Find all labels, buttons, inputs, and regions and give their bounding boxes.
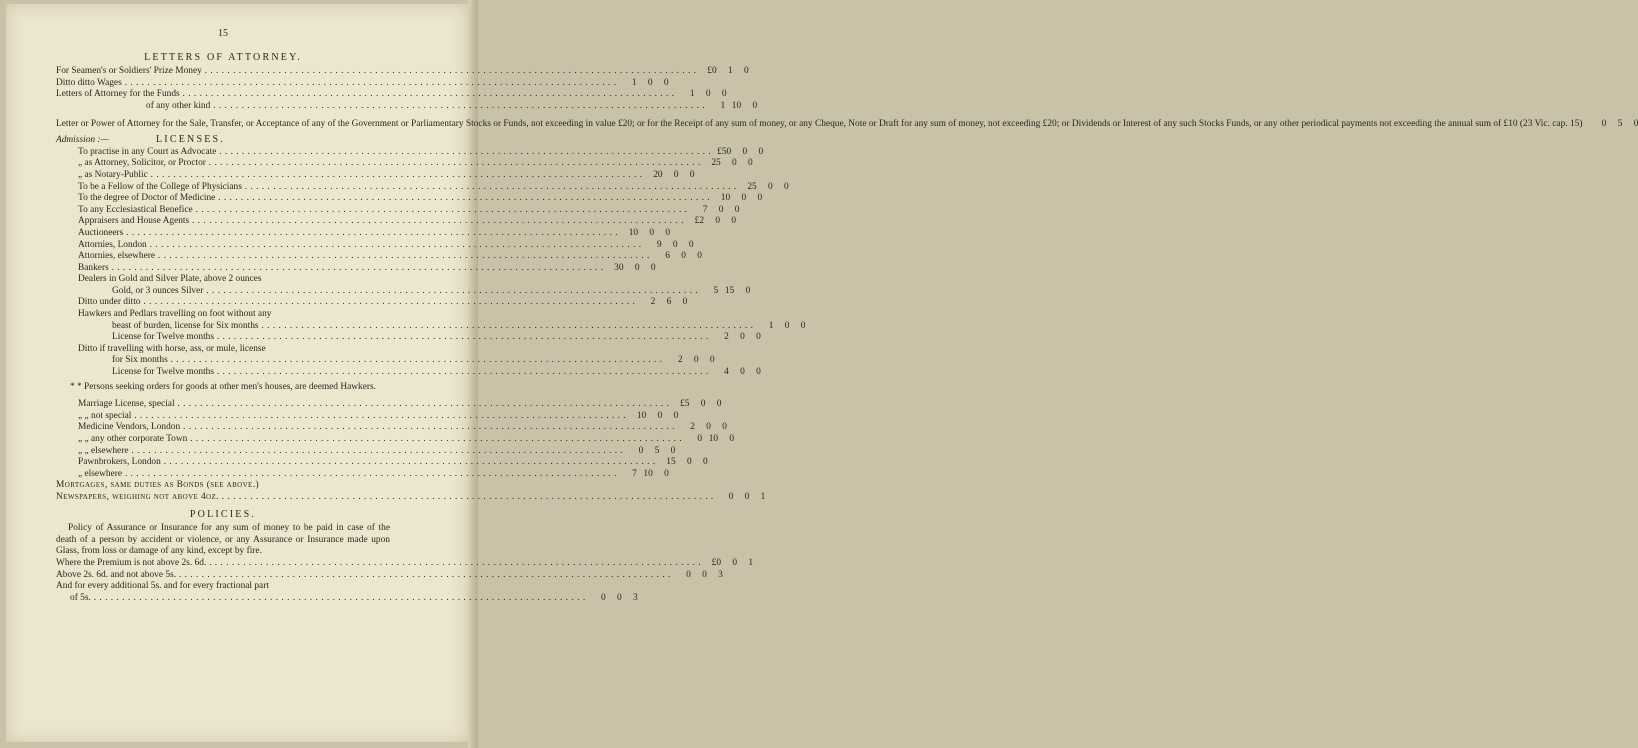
license-row-amount: 25 0 0 [747,181,789,192]
license-row-amount: 10 0 0 [628,227,671,238]
letters-paragraph: Letter or Power of Attorney for the Sale, Transfer, or Acceptance of any of the Government or Parliamentary Stocks or Funds, not exceeding in value £20; or for the Receipt of any sum of money, or any Cheque, Note or Draft for any sum of money, not exceeding £20; or Dividends or Interest of any such Stocks Funds, or any other periodical payments not exceeding the annual sum of £10 (23 Vic. cap. 15) [56,118,1583,129]
policy-row-label: Above 2s. 6d. and not above 5s. . . . [56,570,671,582]
license-row-amount: 10 0 0 [636,410,679,421]
license-row [56,158,753,170]
license-row-label: „ elsewhere . . . [78,469,617,481]
license-row-amount: 7 10 0 [632,468,669,479]
policy-row [56,557,754,570]
license-row-amount: 6 0 0 [665,251,702,262]
ditto-under-row: Ditto under ditto . . . 2 6 0 [56,297,390,309]
license-row [56,239,694,252]
horse-line-3: License for Twelve months . . . 4 0 0 [56,367,390,379]
license-row-amount: 30 0 0 [614,262,656,273]
policies-heading: POLICIES. [189,508,257,520]
newspapers-row: Newspapers, weighing not above 4oz. . . . 0 0 1 [56,492,390,504]
license-row-label: Appraisers and House Agents . . . [78,216,684,228]
policy-row-amount: 0 0 3 [686,569,723,580]
license-row [56,216,736,228]
admission-label: Admission :— [56,135,109,146]
license-row-label: Marriage License, special . . . [78,399,669,411]
letters-row-label: For Seamen's or Soldiers' Prize Money . . . [56,66,697,78]
letters-paragraph-row [56,118,1638,131]
license-row-amount: 15 0 0 [666,457,708,468]
policies-paragraph: Policy of Assurance or Insurance for any sum of money to be paid in case of the death of a person by accident or violence, or any Assurance or Insurance made upon Glass, from loss or damage of any kind, except by fire. [56,523,390,557]
license-row [56,169,695,182]
license-row-amount: £5 0 0 [680,399,722,410]
hawkers-line-3: License for Twelve months . . . 2 0 0 [56,332,390,344]
letters-row-label: of any other kind . . . [146,101,705,113]
license-row [56,457,708,469]
mortgages-line: Mortgages, same duties as Bonds (see above.) [56,480,259,491]
license-row [56,422,727,434]
license-row [56,227,671,240]
license-row-label: Attornies, elsewhere . . . [78,251,650,263]
letters-row-amount: £0 1 0 [707,66,749,77]
license-row [56,146,764,159]
letters-heading: LETTERS OF ATTORNEY. [144,51,302,63]
letters-rows [56,66,758,112]
license-row-amount: £2 0 0 [694,216,736,227]
letters-row-label: Letters of Attorney for the Funds . . . [56,89,675,101]
license-row-label: Bankers . . . [78,263,604,275]
license-row-amount: 7 0 0 [702,204,740,215]
letters-row [56,77,669,90]
license-row-label: To the degree of Doctor of Medicine . . . [78,193,710,205]
license-rows [56,146,789,275]
license-row-label: „ „ any other corporate Town . . . [78,434,682,446]
horse-line-2: for Six months . . . 2 0 0 [56,355,390,367]
license-row [56,181,789,194]
hawkers-note: * * Persons seeking orders for goods at other men's houses, are deemed Hawkers. [69,381,377,392]
policy-last-line-2: of 5s. . . . 0 0 3 [56,593,390,605]
page-number: 15 [218,28,228,39]
license-row-label: Medicine Vendors, London . . . [78,422,675,434]
license-row-amount: 9 0 0 [656,239,694,250]
license-row-label: To be a Fellow of the College of Physicians . . . [78,182,737,194]
license-row-amount: 10 0 0 [720,193,763,204]
license-row-amount: 0 5 0 [638,445,676,456]
licenses-heading-row [56,134,390,147]
licenses-heading: LICENSES. [156,134,225,146]
license-row-label: To practise in any Court as Advocate . . . [78,147,711,159]
letters-paragraph-amount: 0 5 0 [1601,118,1638,129]
license-row-amount: 20 0 0 [653,169,695,180]
license-row [56,434,735,446]
license-row [56,251,702,263]
license-row-label: „ as Attorney, Solicitor, or Proctor . . . [78,158,701,170]
horse-line-1: Ditto if travelling with horse, ass, or mule, license [78,343,266,354]
letters-row-amount: 1 10 0 [720,100,758,111]
letters-row [56,89,727,101]
license-row-label: „ „ elsewhere . . . [78,446,623,458]
license-row-label: Auctioneers . . . [78,228,618,240]
policy-row-label: Where the Premium is not above 2s. 6d. . . . [56,558,701,570]
page-content [56,28,1638,604]
license-row [56,410,679,423]
letters-row [56,66,749,78]
license-row [56,262,656,275]
license-row-label: „ as Notary-Public . . . [78,170,643,182]
policy-rows [56,557,754,581]
license-row [56,445,676,458]
license-row [56,193,763,205]
license-row-amount: £50 0 0 [717,146,764,157]
letters-row-amount: 1 0 0 [631,77,669,88]
license-row [56,399,722,411]
license-row [56,468,669,481]
license-row-label: „ „ not special . . . [78,411,626,423]
letters-row-amount: 1 0 0 [689,89,727,100]
license-rows-2 [56,399,735,480]
license-row-label: Pawnbrokers, London . . . [78,457,656,469]
license-row-amount: 0 10 0 [697,434,735,444]
license-row-label: To any Ecclesiastical Benefice . . . [78,205,687,217]
dealers-line-2: Gold, or 3 ounces Silver . . . 5 15 0 [56,286,390,298]
letters-row [56,100,758,113]
policy-row [56,569,723,582]
policy-row-amount: £0 0 1 [711,557,754,568]
license-row-label: Attornies, London . . . [78,240,642,252]
policy-last-line-1: And for every additional 5s. and for every fractional part [56,581,269,592]
license-row-amount: 25 0 0 [711,158,753,169]
license-row [56,204,740,217]
hawkers-line-2: beast of burden, license for Six months . . . 1 0 0 [56,321,390,333]
letters-row-label: Ditto ditto Wages . . . [56,78,617,90]
license-row-amount: 2 0 0 [690,422,727,433]
hawkers-line-1: Hawkers and Pedlars travelling on foot without any [78,309,272,320]
dealers-line-1: Dealers in Gold and Silver Plate, above 2 ounces [78,274,262,285]
